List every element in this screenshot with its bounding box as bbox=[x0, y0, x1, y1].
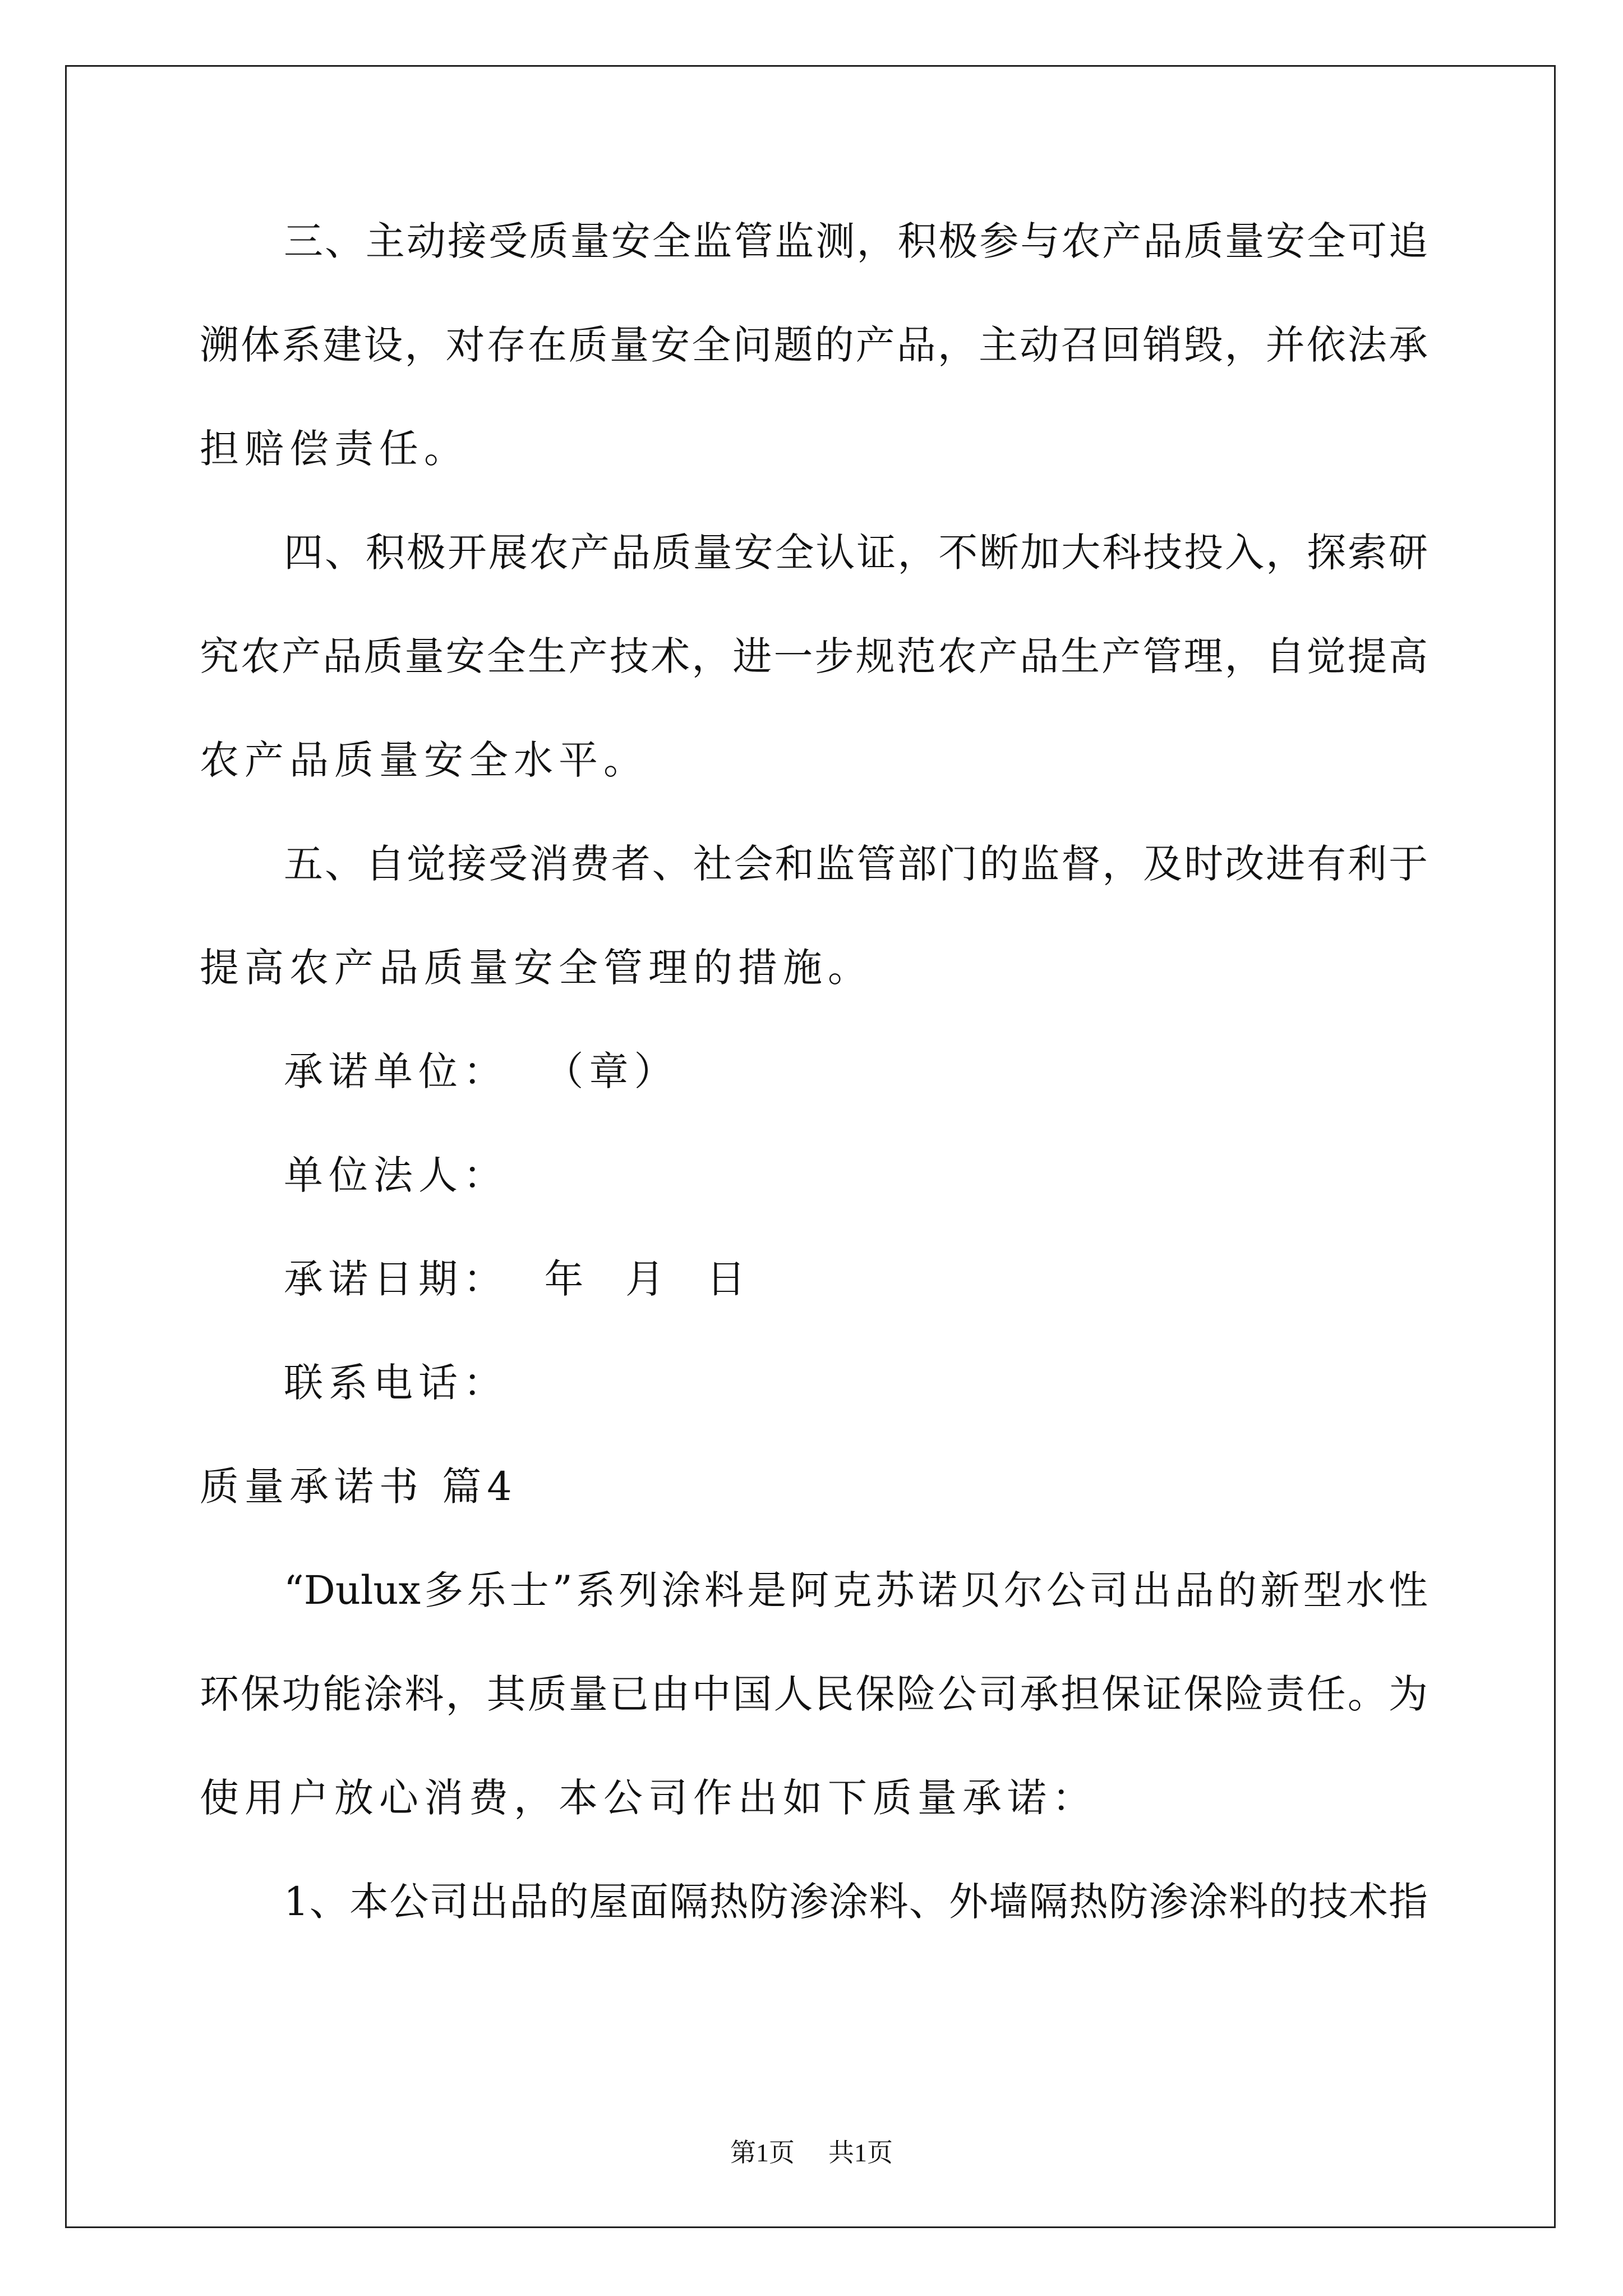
paragraph-4-line-2: 究农产品质量安全生产技术，进一步规范农产品生产管理，自觉提高 bbox=[200, 633, 1428, 679]
section-4-paragraph-1-line-3: 使用户放心消费，本公司作出如下质量承诺： bbox=[200, 1775, 1097, 1821]
paragraph-5-line-2: 提高农产品质量安全管理的措施。 bbox=[200, 945, 873, 991]
page-footer bbox=[0, 2136, 1623, 2170]
section-4-paragraph-1-line-2: 环保功能涂料，其质量已由中国人民保险公司承担保证保险责任。为 bbox=[200, 1671, 1428, 1717]
paragraph-3-line-2: 溯体系建设，对存在质量安全问题的产品，主动召回销毁，并依法承 bbox=[200, 322, 1428, 368]
legal-representative-field: 单位法人： bbox=[284, 1152, 508, 1198]
paragraph-3-line-1: 三、主动接受质量安全监管监测，积极参与农产品质量安全可追 bbox=[284, 218, 1428, 264]
commitment-date-field: 承诺日期： 年 月 日 bbox=[284, 1256, 751, 1302]
paragraph-4-line-1: 四、积极开展农产品质量安全认证，不断加大科技投入，探索研 bbox=[284, 530, 1428, 576]
signing-unit-field: 承诺单位： （章） bbox=[284, 1048, 679, 1094]
section-4-item-1-line-1: 1、本公司出品的屋面隔热防渗涂料、外墙隔热防渗涂料的技术指 bbox=[284, 1879, 1428, 1925]
paragraph-5-line-1: 五、自觉接受消费者、社会和监管部门的监督，及时改进有利于 bbox=[284, 841, 1428, 887]
paragraph-3-line-3: 担赔偿责任。 bbox=[200, 426, 469, 472]
paragraph-4-line-3: 农产品质量安全水平。 bbox=[200, 737, 648, 783]
section-heading: 质量承诺书 篇4 bbox=[200, 1464, 518, 1510]
contact-phone-field: 联系电话： bbox=[284, 1360, 508, 1406]
page-number-total: 共1页 bbox=[828, 2138, 893, 2167]
section-4-paragraph-1-line-1: “Dulux多乐士”系列涂料是阿克苏诺贝尔公司出品的新型水性 bbox=[284, 1567, 1428, 1613]
page-number-current: 第1页 bbox=[730, 2138, 795, 2167]
